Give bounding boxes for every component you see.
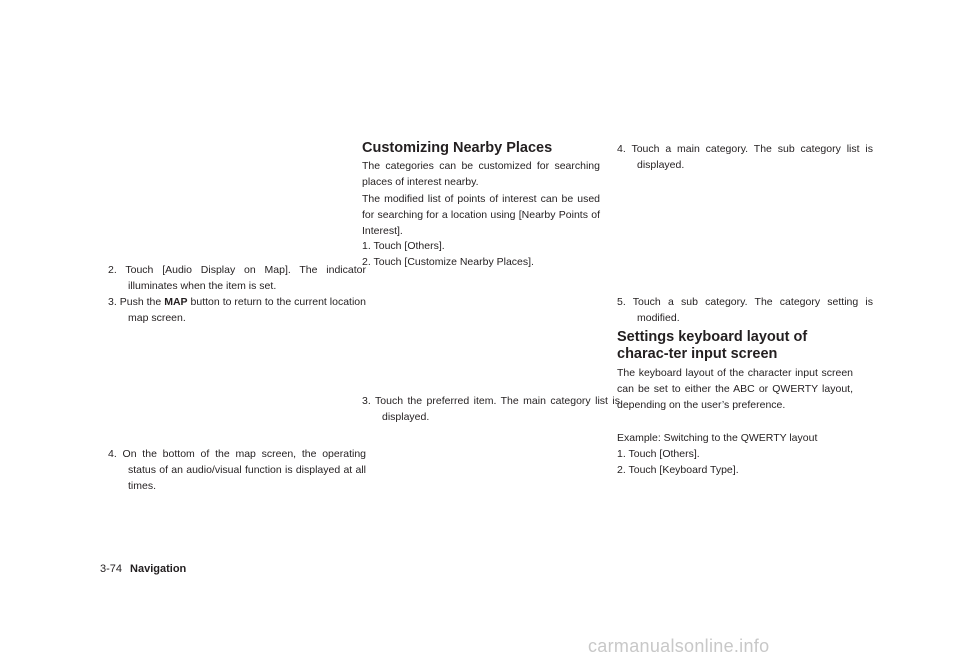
paragraph-categories: The categories can be customized for searching places of interest nearby. [362, 160, 600, 188]
step-2-customize-nearby: 2. Touch [Customize Nearby Places]. [362, 256, 534, 268]
paragraph-modified-list: The modified list of points of interest can be used for searching for a location using [Nearby Points of Interest]. [362, 193, 600, 237]
step-1-touch-others: 1. Touch [Others]. [362, 240, 445, 252]
step-5-sub-category: 5. Touch a sub category. The category setting is modified. [617, 296, 873, 324]
step-2-audio-display: 2. Touch [Audio Display on Map]. The indicator illuminates when the item is set. [108, 264, 366, 292]
step-3-suffix: button to return to the current location map screen. [128, 296, 366, 324]
page-footer [100, 563, 186, 575]
step-4-main-category: 4. Touch a main category. The sub category list is displayed. [617, 143, 873, 171]
step-3-push-map [108, 294, 366, 326]
step-2-keyboard-type: 2. Touch [Keyboard Type]. [617, 464, 739, 476]
watermark: carmanualsonline.info [588, 636, 770, 656]
section-name: Navigation [130, 563, 187, 575]
page-number: 3-74 [100, 563, 123, 575]
step-4-status-display: 4. On the bottom of the map screen, the operating status of an audio/visual function is displayed at all times. [108, 448, 366, 492]
paragraph-example: Example: Switching to the QWERTY layout [617, 432, 818, 444]
heading-keyboard-layout: Settings keyboard layout of charac-ter input screen [617, 329, 808, 362]
paragraph-keyboard-layout: The keyboard layout of the character input screen can be set to either the ABC or QWERTY layout, depending on the user’s preference. [617, 367, 853, 411]
heading-customizing-nearby-places: Customizing Nearby Places [362, 140, 553, 156]
map-button-label: MAP [164, 296, 188, 308]
step-3-prefix: 3. Push the [108, 296, 165, 308]
step-1-touch-others-keyboard: 1. Touch [Others]. [617, 448, 700, 460]
step-3-preferred-item: 3. Touch the preferred item. The main category list is displayed. [362, 395, 620, 423]
